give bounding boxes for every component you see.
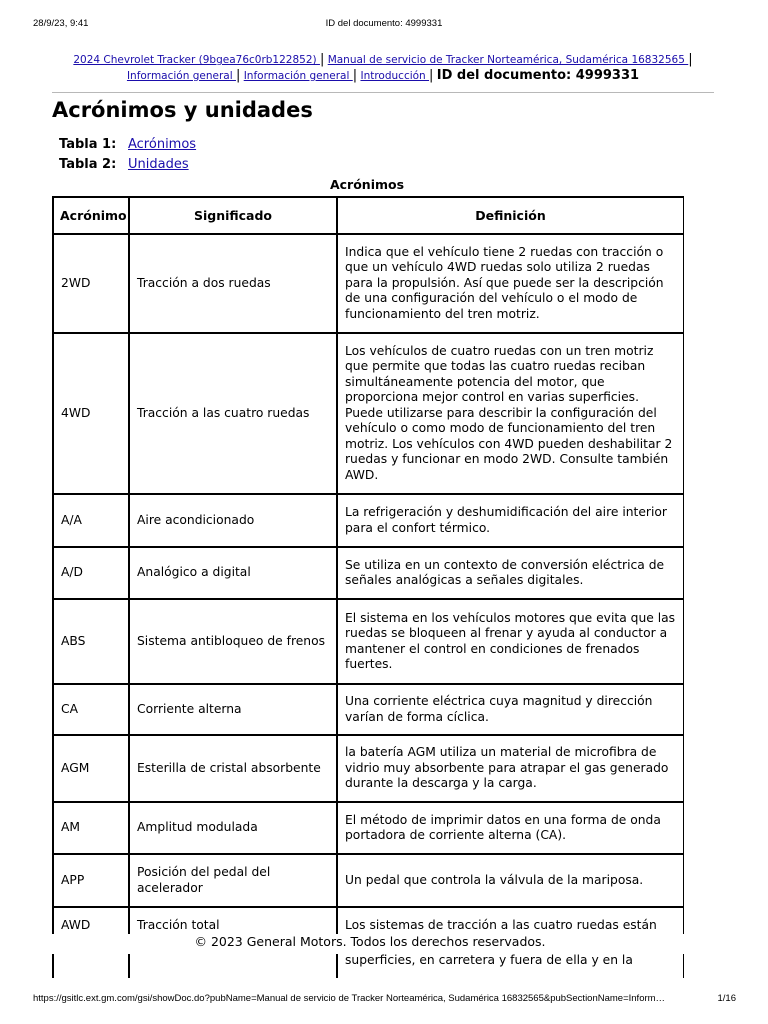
cell-definition: Un pedal que controla la válvula de la mariposa. (337, 854, 684, 907)
cell-acronym: AWD (53, 907, 129, 935)
table-row (53, 954, 684, 978)
cell-definition: Los sistemas de tracción a las cuatro ruedas están (337, 907, 684, 935)
breadcrumb-separator: | (319, 52, 325, 67)
column-header-definition: Definición (337, 197, 684, 234)
cell-meaning (129, 954, 337, 978)
cell-meaning: Posición del pedal del acelerador (129, 854, 337, 907)
table-row (53, 735, 684, 802)
table-continuation-row (52, 954, 684, 978)
cell-meaning: Tracción a dos ruedas (129, 234, 337, 333)
cell-meaning: Sistema antibloqueo de frenos (129, 599, 337, 684)
print-header (0, 18, 768, 32)
table-row (53, 234, 684, 333)
toc-row (59, 134, 196, 154)
cell-acronym: A/D (53, 547, 129, 599)
cell-meaning: Tracción a las cuatro ruedas (129, 333, 337, 494)
table-row (53, 907, 684, 935)
page-number: 1/16 (717, 993, 736, 1004)
cell-meaning: Esterilla de cristal absorbente (129, 735, 337, 802)
column-header-acronym: Acrónimo (53, 197, 129, 234)
table-continuation (52, 954, 684, 978)
breadcrumb-manual-link[interactable]: Manual de servicio de Tracker Norteamérica, Sudamérica 16832565 (327, 54, 689, 66)
cell-meaning: Amplitud modulada (129, 802, 337, 854)
cell-acronym: AGM (53, 735, 129, 802)
cell-definition: Indica que el vehículo tiene 2 ruedas con tracción o que un vehículo 4WD ruedas solo utiliza 2 ruedas para la propulsión. Así que puede ser la descripción de una configuración del vehículo o el modo de funcionamiento del tren motriz. (337, 234, 684, 333)
table-row (53, 494, 684, 547)
toc-label: Tabla 1: (59, 136, 117, 152)
cell-definition: Se utiliza en un contexto de conversión eléctrica de señales analógicas a señales digitales. (337, 547, 684, 599)
print-doc-id: ID del documento: 4999331 (325, 18, 443, 29)
acronyms-table (52, 196, 684, 935)
table-row (53, 802, 684, 854)
footer-url: https://gsitlc.ext.gm.com/gsi/showDoc.do?pubName=Manual de servicio de Tracker Norteamérica, Sudamérica 16832565&pubSectionName=Inform… (33, 993, 666, 1004)
print-datetime: 28/9/23, 9:41 (33, 18, 89, 29)
table-row (53, 333, 684, 494)
breadcrumb-separator: | (235, 68, 241, 83)
breadcrumb-info-link-1[interactable]: Información general (126, 70, 236, 82)
toc-label: Tabla 2: (59, 156, 117, 172)
cell-acronym (53, 954, 129, 978)
cell-definition: superficies, en carretera y fuera de ella y en la (337, 954, 684, 978)
breadcrumb-vehicle-link[interactable]: 2024 Chevrolet Tracker (9bgea76c0rb122852) (73, 54, 320, 66)
cell-meaning: Tracción total (129, 907, 337, 935)
cell-definition: Una corriente eléctrica cuya magnitud y dirección varían de forma cíclica. (337, 684, 684, 735)
table-of-contents (59, 134, 196, 174)
cell-definition: La refrigeración y deshumidificación del aire interior para el confort térmico. (337, 494, 684, 547)
cell-acronym: CA (53, 684, 129, 735)
cell-acronym: 4WD (53, 333, 129, 494)
table-row (53, 547, 684, 599)
table-row (53, 599, 684, 684)
cell-acronym: 2WD (53, 234, 129, 333)
cell-acronym: A/A (53, 494, 129, 547)
table-header-row (53, 197, 684, 234)
cell-definition: la batería AGM utiliza un material de microfibra de vidrio muy absorbente para atrapar el gas generado durante la descarga y la carga. (337, 735, 684, 802)
cell-definition: El sistema en los vehículos motores que evita que las ruedas se bloqueen al frenar y ayuda al conductor a mantener el control en condiciones de frenados fuertes. (337, 599, 684, 684)
breadcrumb-info-link-2[interactable]: Información general (243, 70, 353, 82)
cell-acronym: APP (53, 854, 129, 907)
breadcrumb-separator: | (688, 52, 693, 67)
copyright-notice: © 2023 General Motors. Todos los derechos reservados. (0, 934, 740, 951)
breadcrumb-intro-link[interactable]: Introducción (360, 70, 430, 82)
divider (52, 92, 714, 93)
cell-acronym: ABS (53, 599, 129, 684)
cell-meaning: Aire acondicionado (129, 494, 337, 547)
cell-definition: El método de imprimir datos en una forma de onda portadora de corriente alterna (CA). (337, 802, 684, 854)
cell-meaning: Corriente alterna (129, 684, 337, 735)
breadcrumb (52, 52, 714, 84)
cell-acronym: AM (53, 802, 129, 854)
breadcrumb-separator: | (352, 68, 358, 83)
toc-link-unidades[interactable]: Unidades (128, 156, 189, 172)
breadcrumb-doc-id: ID del documento: 4999331 (436, 68, 640, 83)
table-caption: Acrónimos (329, 177, 405, 192)
breadcrumb-separator: | (429, 68, 434, 83)
table-row (53, 854, 684, 907)
toc-row (59, 154, 196, 174)
column-header-meaning: Significado (129, 197, 337, 234)
toc-link-acronimos[interactable]: Acrónimos (128, 136, 197, 152)
cell-definition: Los vehículos de cuatro ruedas con un tren motriz que permite que todas las cuatro ruedas reciban simultáneamente potencia del motor, que proporciona mejor control en varias superficies. Puede utilizarse para describir la configuración del vehículo o como modo de funcionamiento del tren motriz. Los vehículos con 4WD pueden deshabilitar 2 ruedas y funcionar en modo 2WD. Consulte también AWD. (337, 333, 684, 494)
cell-meaning: Analógico a digital (129, 547, 337, 599)
table-row (53, 684, 684, 735)
acronyms-table-container (52, 196, 684, 935)
page-title: Acrónimos y unidades (52, 98, 313, 122)
